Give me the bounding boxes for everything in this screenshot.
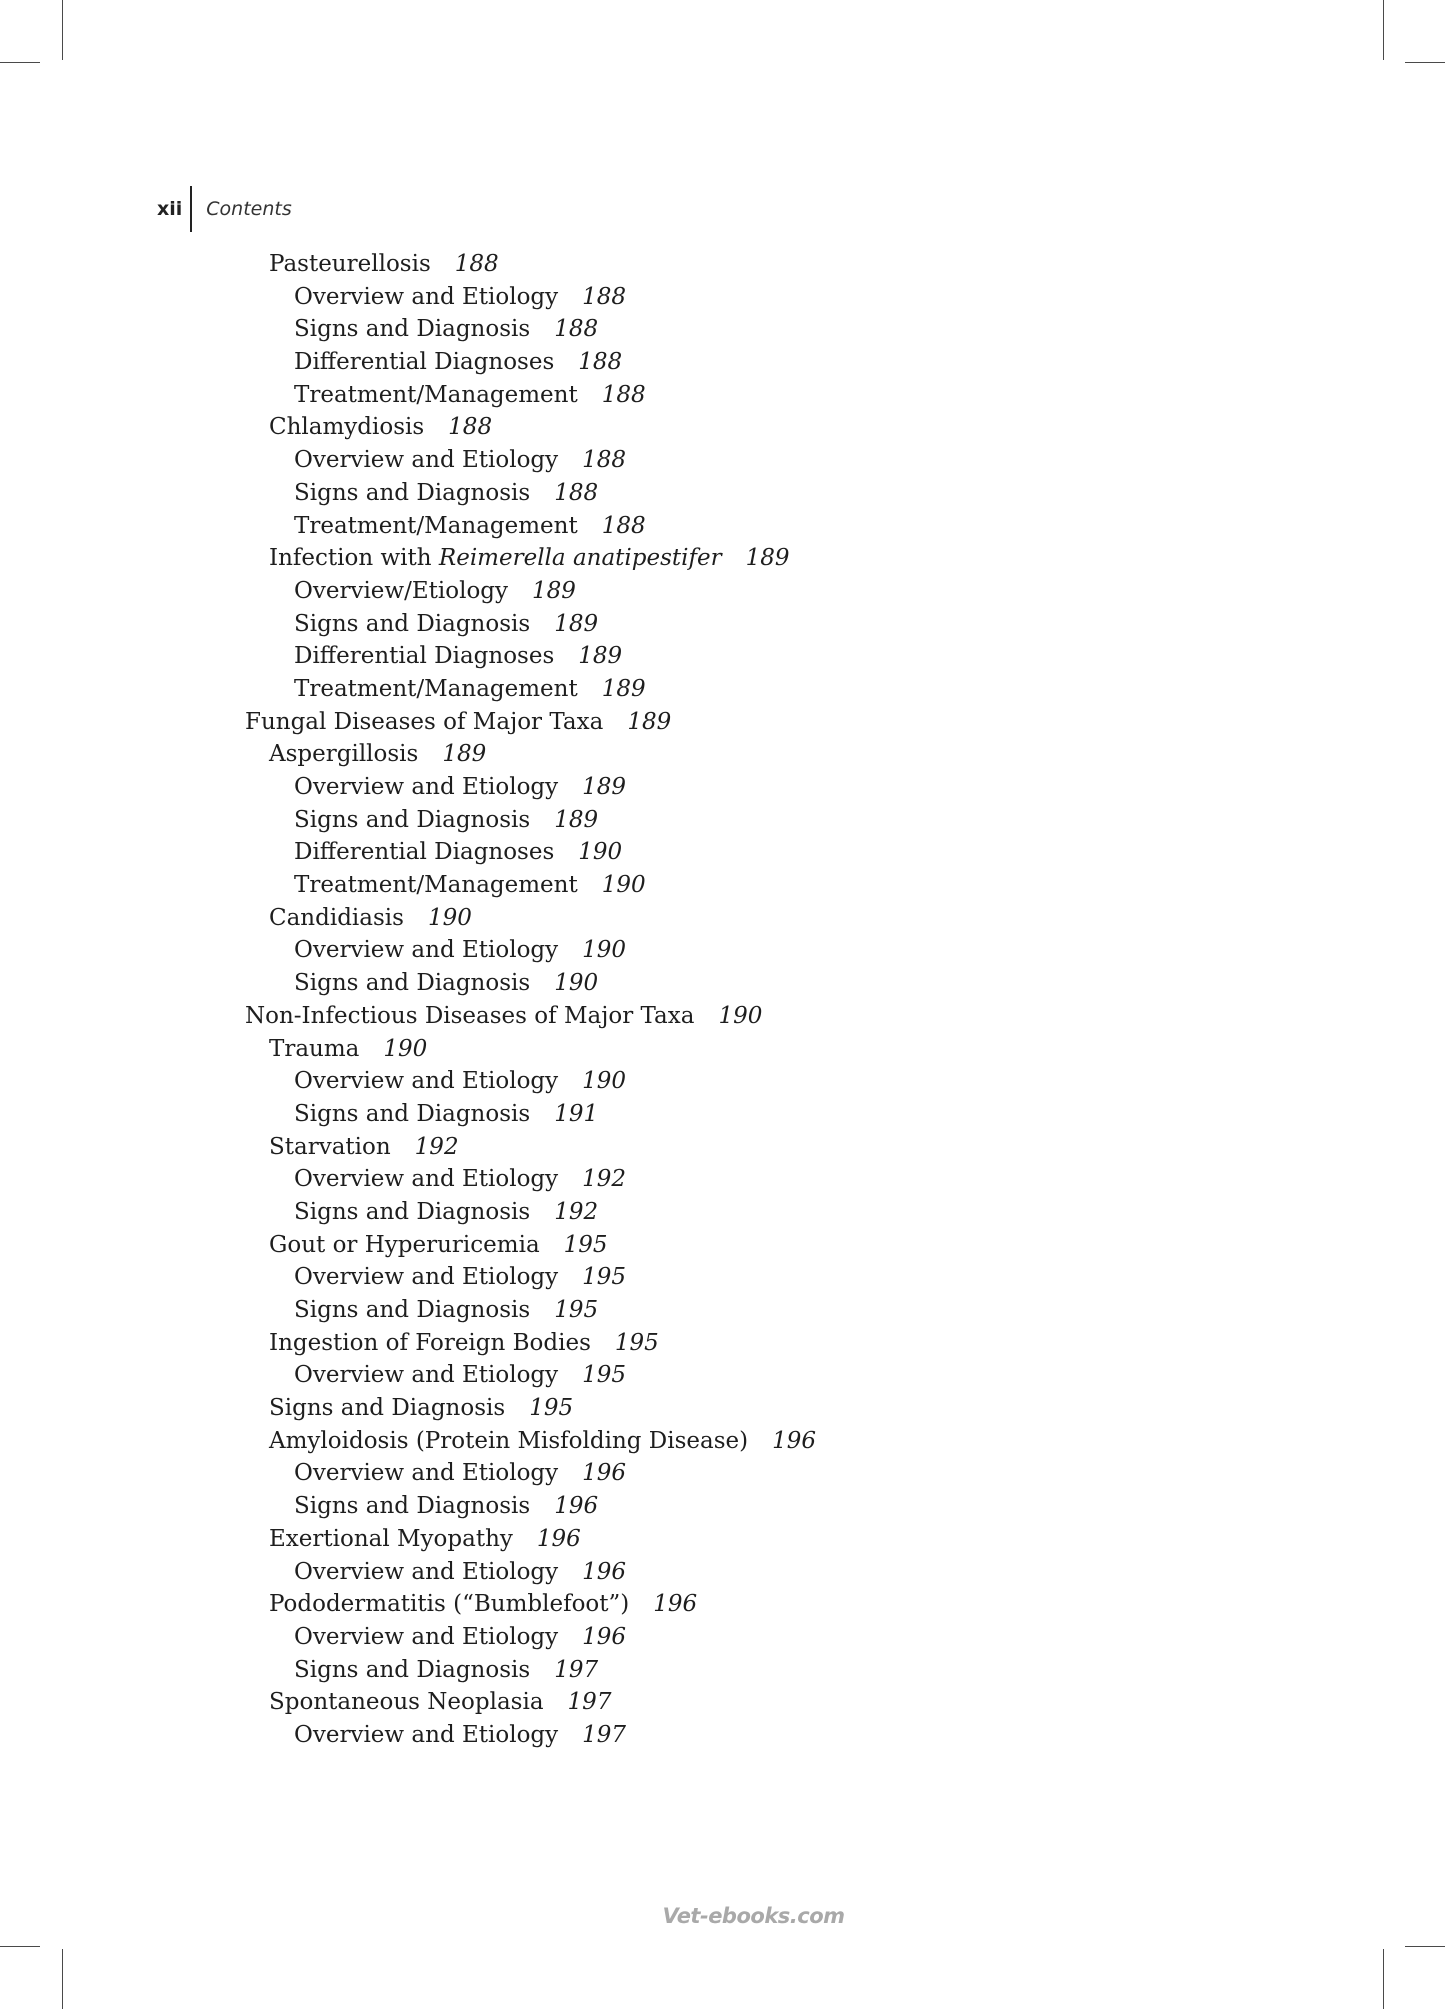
toc-entry	[0, 836, 1445, 869]
page-folio: xii	[157, 198, 183, 220]
running-head-title: Contents	[206, 198, 292, 220]
toc-entry	[0, 444, 1445, 477]
toc-entry	[0, 1327, 1445, 1360]
toc-entry-page: 189	[554, 610, 599, 637]
toc-entry	[0, 1229, 1445, 1262]
toc-entry	[0, 1033, 1445, 1066]
toc-entry-page: 196	[582, 1460, 627, 1487]
toc-entry-page: 192	[582, 1166, 627, 1193]
toc-entry	[0, 934, 1445, 967]
toc-entry	[0, 1588, 1445, 1621]
toc-entry-page: 189	[582, 774, 627, 800]
toc-entry-page: 195	[554, 1297, 599, 1323]
toc-entry	[0, 575, 1445, 608]
toc-entry-page: 190	[718, 1002, 763, 1029]
toc-entry-page: 190	[383, 1035, 428, 1062]
toc-entry	[0, 967, 1445, 1000]
toc-entry-title: Exertional Myopathy	[269, 1525, 513, 1552]
toc-entry	[0, 1556, 1445, 1589]
toc-entry	[0, 281, 1445, 314]
crop-mark	[1383, 1949, 1384, 2009]
toc-entry	[0, 640, 1445, 673]
toc-entry-page: 192	[554, 1198, 599, 1225]
toc-entry-title: Amyloidosis (Protein Misfolding Disease)	[269, 1427, 749, 1454]
toc-entry-page: 188	[601, 381, 646, 408]
toc-entry-page: 196	[582, 1558, 627, 1585]
toc-entry-title: Pasteurellosis	[269, 251, 431, 277]
toc-entry-page: 195	[563, 1231, 608, 1258]
toc-entry	[0, 1425, 1445, 1458]
toc-entry-title: Ingestion of Foreign Bodies	[269, 1329, 591, 1356]
toc-entry-title: Fungal Diseases of Major Taxa	[245, 708, 604, 735]
toc-entry	[0, 1000, 1445, 1033]
toc-entry-title: Signs and Diagnosis	[294, 806, 531, 833]
toc-entry-page: 188	[554, 479, 599, 506]
toc-entry-page: 188	[578, 349, 623, 376]
toc-entry-title: Signs and Diagnosis	[294, 610, 531, 637]
toc-entry-title: Infection with	[269, 545, 439, 572]
crop-mark	[1383, 0, 1384, 60]
toc-entry-page: 190	[578, 839, 623, 866]
toc-entry-title: Trauma	[269, 1035, 360, 1062]
watermark-text: Vet-ebooks.com	[662, 1904, 845, 1928]
toc-entry	[0, 1196, 1445, 1229]
toc-entry-page: 195	[582, 1264, 627, 1291]
toc-entry-title: Signs and Diagnosis	[294, 1198, 531, 1225]
toc-entry	[0, 248, 1445, 281]
toc-entry-title: Pododermatitis (“Bumblefoot”)	[269, 1591, 630, 1618]
toc-entry	[0, 477, 1445, 510]
toc-entry	[0, 1359, 1445, 1392]
toc-entry-title: Overview and Etiology	[294, 1068, 559, 1095]
toc-entry-title: Overview and Etiology	[294, 1721, 559, 1748]
toc-entry	[0, 1392, 1445, 1425]
toc-entry-page: 188	[454, 251, 499, 277]
toc-entry	[0, 1490, 1445, 1523]
toc-entry-page: 190	[601, 872, 646, 899]
toc-entry-page: 190	[582, 937, 627, 964]
toc-entry-page: 188	[554, 316, 599, 343]
toc-entry-page: 189	[554, 806, 599, 833]
running-head	[157, 186, 292, 232]
toc-entry-title: Differential Diagnoses	[294, 349, 555, 376]
toc-entry-title: Signs and Diagnosis	[294, 1656, 531, 1683]
toc-entry-title: Overview and Etiology	[294, 283, 559, 310]
toc-entry-title: Signs and Diagnosis	[294, 1100, 531, 1127]
toc-entry	[0, 1523, 1445, 1556]
toc-entry-page: 188	[582, 283, 627, 310]
toc-entry-page: 197	[554, 1656, 599, 1683]
watermark	[0, 1904, 1445, 1928]
toc-entry	[0, 869, 1445, 902]
crop-mark	[62, 1949, 63, 2009]
toc-entry	[0, 542, 1445, 575]
toc-entry-title: Signs and Diagnosis	[294, 970, 531, 997]
toc-entry-title: Signs and Diagnosis	[294, 1297, 531, 1323]
toc-entry	[0, 902, 1445, 935]
toc-entry-title: Overview and Etiology	[294, 447, 559, 474]
toc-entry-title: Signs and Diagnosis	[294, 479, 531, 506]
toc-entry	[0, 346, 1445, 379]
toc-entry-title: Overview and Etiology	[294, 937, 559, 964]
toc-entry	[0, 510, 1445, 543]
toc-entry-page: 196	[653, 1591, 698, 1618]
toc-entry	[0, 1294, 1445, 1327]
toc-entry-page: 190	[582, 1068, 627, 1095]
toc-entry-title: Treatment/Management	[294, 872, 578, 899]
toc-entry-page: 189	[601, 675, 646, 702]
toc-entry-title: Overview and Etiology	[294, 774, 559, 800]
toc-entry-page: 189	[532, 577, 576, 604]
toc-entry-title: Signs and Diagnosis	[294, 1493, 531, 1520]
toc-entry-page: 195	[529, 1395, 574, 1422]
toc-entry-page: 188	[582, 447, 627, 474]
toc-entry	[0, 1065, 1445, 1098]
toc-entry-title: Treatment/Management	[294, 381, 578, 408]
toc-entry-page: 196	[772, 1427, 817, 1454]
toc-entry-title: Non-Infectious Diseases of Major Taxa	[245, 1002, 695, 1029]
toc-entry	[0, 1621, 1445, 1654]
toc-entry-title: Starvation	[269, 1133, 391, 1160]
toc-entry	[0, 313, 1445, 346]
toc-entry	[0, 1163, 1445, 1196]
toc-entry-page: 188	[601, 512, 646, 539]
toc-entry-page: 188	[448, 414, 493, 441]
toc-entry-page: 191	[554, 1100, 599, 1127]
toc-entry-page: 195	[582, 1362, 627, 1389]
crop-mark	[0, 1946, 40, 1947]
toc-entry-title: Overview and Etiology	[294, 1460, 559, 1487]
toc-entry-title: Spontaneous Neoplasia	[269, 1689, 544, 1716]
toc-entry-page: 195	[614, 1329, 659, 1356]
toc-entry	[0, 1457, 1445, 1490]
toc-entry	[0, 1686, 1445, 1719]
toc-entry-page: 189	[745, 545, 790, 572]
toc-entry-page: 192	[414, 1133, 459, 1160]
toc-entry-title: Treatment/Management	[294, 512, 578, 539]
crop-mark	[62, 0, 63, 60]
toc-entry-page: 196	[554, 1493, 599, 1520]
toc-entry-page: 196	[582, 1623, 627, 1650]
toc-entry-title: Overview/Etiology	[294, 577, 509, 604]
toc-entry-page: 197	[567, 1689, 612, 1716]
toc-entry-title: Overview and Etiology	[294, 1264, 559, 1291]
toc-entry	[0, 1261, 1445, 1294]
toc-entry-page: 189	[578, 643, 623, 670]
toc-entry-title: Treatment/Management	[294, 675, 578, 702]
toc-entry	[0, 673, 1445, 706]
toc-entry-title: Signs and Diagnosis	[294, 316, 531, 343]
toc-entry	[0, 1131, 1445, 1164]
toc-entry-title: Gout or Hyperuricemia	[269, 1231, 540, 1258]
toc-entry-page: 196	[536, 1525, 581, 1552]
toc-entry-page: 190	[554, 970, 599, 997]
toc-entry-title: Differential Diagnoses	[294, 839, 555, 866]
toc-entry	[0, 706, 1445, 739]
toc-entry	[0, 771, 1445, 804]
toc-entry	[0, 379, 1445, 412]
toc-entry	[0, 1654, 1445, 1687]
toc-entry	[0, 608, 1445, 641]
toc-entry	[0, 804, 1445, 837]
crop-mark	[1405, 62, 1445, 63]
toc-entry-title: Chlamydiosis	[269, 414, 425, 441]
toc-entry-title: Overview and Etiology	[294, 1166, 559, 1193]
toc-entry-title: Overview and Etiology	[294, 1623, 559, 1650]
toc-entry-title: Aspergillosis	[269, 741, 419, 768]
crop-mark	[0, 62, 40, 63]
crop-mark	[1405, 1946, 1445, 1947]
toc-entry	[0, 1719, 1445, 1752]
toc-entry-title: Differential Diagnoses	[294, 643, 555, 670]
toc-entry	[0, 738, 1445, 771]
toc-entry-page: 189	[627, 708, 672, 735]
toc-entry-page: 197	[582, 1721, 627, 1748]
toc-entry-page: 190	[427, 904, 472, 931]
toc-entry-page: 189	[442, 741, 487, 768]
toc-entry-title: Overview and Etiology	[294, 1558, 559, 1585]
toc-entry	[0, 411, 1445, 444]
toc-entry	[0, 1098, 1445, 1131]
toc-entry-title: Overview and Etiology	[294, 1362, 559, 1389]
table-of-contents	[0, 248, 1445, 1752]
toc-entry-title: Candidiasis	[269, 904, 404, 931]
toc-entry-title-italic: Reimerella anatipestifer	[438, 545, 722, 572]
toc-entry-title: Signs and Diagnosis	[269, 1395, 506, 1422]
